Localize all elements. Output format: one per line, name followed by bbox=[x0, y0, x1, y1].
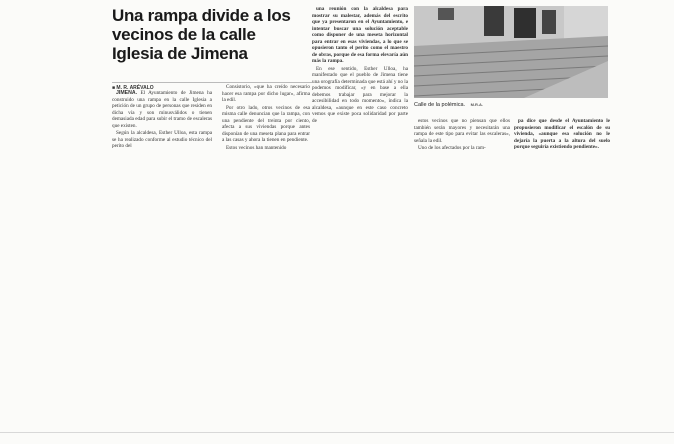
text-column-2 bbox=[222, 84, 310, 168]
paragraph: Por otro lado, otros vecinos de esa misma calle denuncian que la rampa, con una pendiente del treinta por ciento, afecta a sus viviendas porque antes disponían de una meseta plana para entrar a las casas y ahora la tienen en pendiente. bbox=[222, 104, 310, 143]
paragraph-text: El Ayuntamiento de Jimena ha construido una rampa en la calle Iglesia a petición de un grupo de personas que residen en dicha vía y son minusválidos o tienen demasiada edad para subir el tramo de escaleras que existen. bbox=[112, 90, 212, 129]
paragraph: Consistorio, «que ha creído necesario hacer esa rampa por dicho lugar», afirma la edil. bbox=[222, 84, 310, 103]
photo-caption bbox=[414, 102, 608, 108]
paragraph: Estos vecinos han mantenido bbox=[226, 144, 287, 151]
photo-credit: M.R.A. bbox=[470, 102, 484, 107]
paragraph bbox=[112, 90, 212, 129]
byline-marker: ■ bbox=[112, 85, 117, 91]
paragraph: Uno de los afectados por la ram- bbox=[418, 145, 486, 151]
street-photo-image bbox=[414, 6, 608, 98]
text-column-3 bbox=[312, 6, 408, 170]
paragraph: pa dice que desde el Ayuntamiento le propusieron modificar el escalón de su vivienda, «aunque esa solución no le dejaría la puerta a la altura del suelo porque seguiría existiendo pendiente». bbox=[514, 118, 610, 150]
paragraph: Según la alcaldesa, Esther Ulloa, esta rampa se ha realizado conforme al estudio técnico del perito del bbox=[112, 130, 212, 149]
article-headline: Una rampa divide a los vecinos de la calle Iglesia de Jimena bbox=[112, 6, 291, 63]
byline-author: M. R. ARÉVALO bbox=[116, 85, 154, 91]
dateline: JIMENA. bbox=[116, 90, 138, 96]
paragraph: una reunión con la alcaldesa para mostrar su malestar, además del escrito que ya presentaron en el Ayuntamiento, e intentar buscar una solución aceptable como disponer de una meseta horizontal para entrar en esas viviendas, a lo que se opusieron tanto el perito como el maestro de obras, porque de esa forma elevaría aún más la rampa. bbox=[312, 6, 408, 64]
text-column-4 bbox=[414, 118, 510, 162]
paragraph: estos vecinos que no piensan que ellos también serán mayores y necesitarán una rampa de este tipo para evitar las escaleras», señala la edil. bbox=[414, 118, 510, 144]
caption-text: Calle de la polémica. bbox=[414, 102, 466, 108]
text-column-5 bbox=[514, 118, 610, 162]
street-photo bbox=[414, 6, 608, 98]
text-column-1 bbox=[112, 90, 212, 170]
paragraph: En ese sentido, Esther Ulloa, ha manifestado que el pueblo de Jimena tiene una orografía determinada que está ahí y no la podemos modificar, «y en base a ella debemos trabajar para mejorar la accesibilidad en todo momento», indica la alcaldesa, «aunque en este caso concreto vemos que existe poca solidaridad por parte de bbox=[312, 65, 408, 124]
page-edge bbox=[0, 432, 674, 433]
